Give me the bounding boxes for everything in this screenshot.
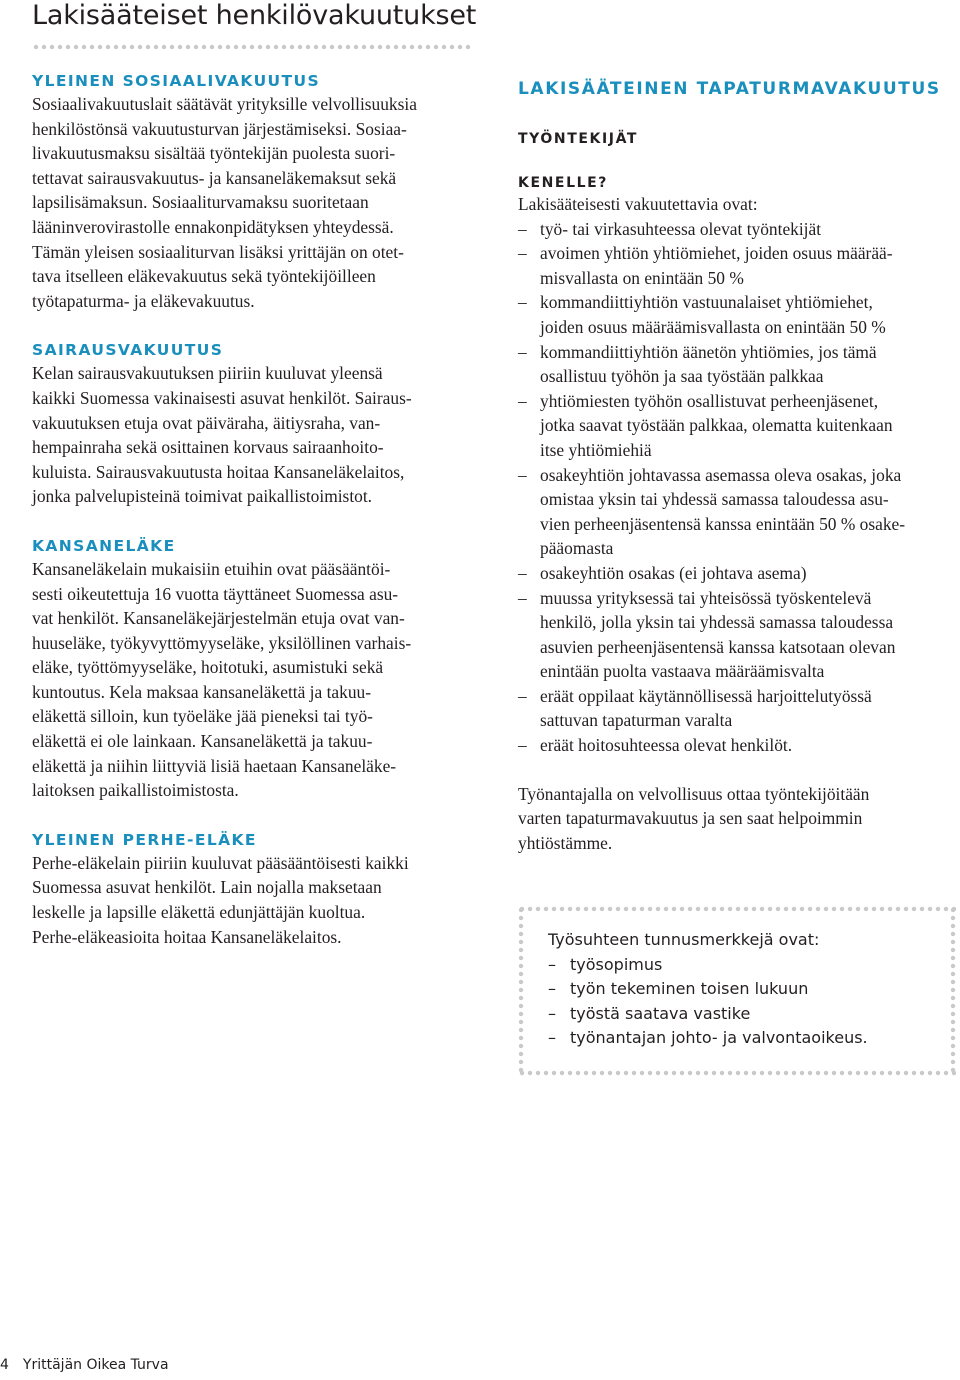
box-title: Työsuhteen tunnusmerkkejä ovat:: [548, 930, 820, 949]
text-line: lapsilisämaksun. Sosiaaliturvamaksu suoritetaan: [32, 192, 369, 213]
text-line: Perhe-eläkelain piiriin kuuluvat pääsääntöisesti kaikki: [32, 852, 409, 873]
list-item: – työsopimus: [548, 953, 946, 978]
text-line: misvallasta on enintään 50 %: [540, 267, 744, 288]
text-line: eläke, työttömyyseläke, hoitotuki, asumistuki sekä: [32, 657, 384, 678]
box-border-bottom: [518, 1070, 956, 1076]
text-line: osallistuu työhön ja saa työstään palkkaa: [540, 366, 824, 387]
paragraph-health-insurance: [32, 361, 472, 509]
subheading-for-whom: KENELLE?: [518, 175, 609, 191]
text-line: – kommandiittiyhtiön vastuunalaiset yhtiömiehet,: [540, 292, 873, 313]
box-border-right: [950, 906, 956, 1076]
box-content: [548, 928, 946, 1051]
list-item: [518, 586, 958, 684]
employment-criteria-box: [518, 906, 956, 1076]
text-line: Tämän yleisen sosiaaliturvan lisäksi yrittäjän on otet-: [32, 241, 404, 262]
text-line: pääomasta: [540, 538, 614, 559]
text-line: hempainraha sekä osittainen korvaus sairaanhoito-: [32, 437, 384, 458]
text-line: – työ- tai virkasuhteessa olevat työntekijät: [540, 218, 822, 239]
text-line: livakuutusmaksu sisältää työntekijän puolesta suori-: [32, 143, 396, 164]
text-line: tava itselleen eläkevakuutus sekä työntekijöilleen: [32, 266, 376, 287]
text-line: – osakeyhtiön johtavassa asemassa oleva osakas, joka: [540, 464, 902, 485]
text-line: eläkettä silloin, kun työeläke jää pieneksi tai työ-: [32, 706, 373, 727]
text-line: huuseläke, työkyvyttömyyseläke, yksilöllinen varhais-: [32, 632, 412, 653]
text-line: kaikki Suomessa vakinaisesti asuvat henkilöt. Sairaus-: [32, 387, 412, 408]
text-line: – eräät hoitosuhteessa olevat henkilöt.: [540, 735, 793, 756]
text-line: – muussa yrityksessä tai yhteisössä työskentelevä: [540, 587, 872, 608]
text-line: henkilö, jolla yksin tai yhdessä samassa taloudessa: [540, 612, 894, 633]
right-column: [518, 78, 958, 855]
text-line: jonka palvelupisteinä toimivat paikallistoimistot.: [32, 486, 373, 507]
box-border-left: [518, 906, 524, 1076]
text-line: Perhe-eläkeasioita hoitaa Kansaneläkelaitos.: [32, 926, 342, 947]
text-line: Suomessa asuvat henkilöt. Lain nojalla maksetaan: [32, 877, 382, 898]
list-item: [518, 340, 958, 389]
page-footer: [0, 1357, 169, 1373]
list-item: [518, 290, 958, 339]
paragraph-national-pension: [32, 557, 472, 803]
text-line: Työnantajalla on velvollisuus ottaa työntekijöitään: [518, 783, 870, 804]
text-line: joiden osuus määräämisvallasta on enintään 50 %: [540, 316, 886, 337]
text-line: asuvien perheenjäsentensä kanssa katsotaan olevan: [540, 636, 896, 657]
closing-paragraph: [518, 782, 958, 856]
text-line: lääninverovirastolle ennakonpidätyksen yhteydessä.: [32, 216, 394, 237]
list-item: – työnantajan johto- ja valvontaoikeus.: [548, 1026, 946, 1051]
text-line: kuntoutus. Kela maksaa kansaneläkettä ja takuu-: [32, 681, 371, 702]
list-item: – työn tekeminen toisen lukuun: [548, 977, 946, 1002]
list-item: [518, 684, 958, 733]
text-line: Kansaneläkelain mukaisiin etuihin ovat pääsääntöi-: [32, 558, 391, 579]
heading-accident-insurance: LAKISÄÄTEINEN TAPATURMAVAKUUTUS: [518, 79, 941, 99]
heading-family-pension: YLEINEN PERHE-ELÄKE: [32, 830, 257, 849]
text-line: sattuvan tapaturman varalta: [540, 710, 733, 731]
list-item: [518, 463, 958, 561]
subheading-employees: TYÖNTEKIJÄT: [518, 131, 639, 147]
text-line: eläkettä ja niihin liittyviä lisiä haetaan Kansaneläke-: [32, 755, 397, 776]
text-line: yhtiöstämme.: [518, 832, 613, 853]
insured-list: [518, 217, 958, 758]
text-line: jotka saavat työstään palkkaa, olematta kuitenkaan: [540, 415, 893, 436]
text-line: omistaa yksin tai yhdessä samassa taloudessa asu-: [540, 489, 889, 510]
text-line: – eräät oppilaat käytännöllisessä harjoittelutyössä: [540, 685, 872, 706]
text-line: – yhtiömiesten työhön osallistuvat perheenjäsenet,: [540, 390, 879, 411]
text-line: – kommandiittiyhtiön äänetön yhtiömies, jos tämä: [540, 341, 877, 362]
text-line: leskelle ja lapsille eläkettä edunjättäjän kuoltua.: [32, 902, 366, 923]
text-line: tettavat sairausvakuutus- ja kansaneläkemaksut sekä: [32, 167, 397, 188]
text-line: kuluista. Sairausvakuutusta hoitaa Kansaneläkelaitos,: [32, 461, 405, 482]
text-line: itse yhtiömiehiä: [540, 439, 652, 460]
heading-health-insurance: SAIRAUSVAKUUTUS: [32, 341, 224, 360]
publication-name: Yrittäjän Oikea Turva: [22, 1357, 169, 1373]
box-border-top: [518, 906, 956, 912]
text-line: vat henkilöt. Kansaneläkejärjestelmän etuja ovat van-: [32, 608, 405, 629]
paragraph-general-social-insurance: [32, 92, 472, 313]
list-item: [518, 389, 958, 463]
left-column: [32, 70, 472, 949]
text-line: eläkettä ei ole lainkaan. Kansaneläkettä ja takuu-: [32, 731, 373, 752]
list-item: [518, 561, 958, 586]
list-item: – työstä saatava vastike: [548, 1002, 946, 1027]
text-line: Sosiaalivakuutuslait säätävät yrityksille velvollisuuksia: [32, 94, 417, 114]
title-dotted-rule: [32, 44, 472, 50]
list-item: [518, 217, 958, 242]
heading-national-pension: KANSANELÄKE: [32, 536, 176, 555]
text-line: – osakeyhtiön osakas (ei johtava asema): [540, 562, 807, 583]
text-line: Kelan sairausvakuutuksen piiriin kuuluvat yleensä: [32, 363, 383, 384]
text-line: vakuutuksen etuja ovat päiväraha, äitiysraha, van-: [32, 412, 381, 433]
paragraph-family-pension: [32, 851, 472, 949]
text-line: enintään puolta vastaava määräämisvalta: [540, 661, 825, 682]
text-line: varten tapaturmavakuutus ja sen saat helpoimmin: [518, 808, 863, 829]
text-line: vien perheenjäsentensä kanssa enintään 50 % osake-: [540, 513, 906, 534]
list-item: [518, 241, 958, 290]
list-item: [518, 733, 958, 758]
text-line: – avoimen yhtiön yhtiömiehet, joiden osuus määrää-: [540, 243, 893, 264]
text-line: henkilöstönsä vakuutusturvan järjestämiseksi. Sosiaa-: [32, 118, 407, 139]
text-line: sesti oikeutettuja 16 vuotta täyttäneet Suomessa asu-: [32, 583, 399, 604]
text-line: laitoksen paikallistoimistosta.: [32, 780, 239, 801]
text-line: työtapaturma- ja eläkevakuutus.: [32, 290, 255, 311]
criteria-list: [548, 953, 946, 1051]
heading-general-social-insurance: YLEINEN SOSIAALIVAKUUTUS: [32, 72, 321, 90]
page-number: 4: [0, 1357, 9, 1373]
page-title: Lakisääteiset henkilövakuutukset: [32, 0, 477, 31]
intro-text: Lakisääteisesti vakuutettavia ovat:: [518, 194, 758, 214]
